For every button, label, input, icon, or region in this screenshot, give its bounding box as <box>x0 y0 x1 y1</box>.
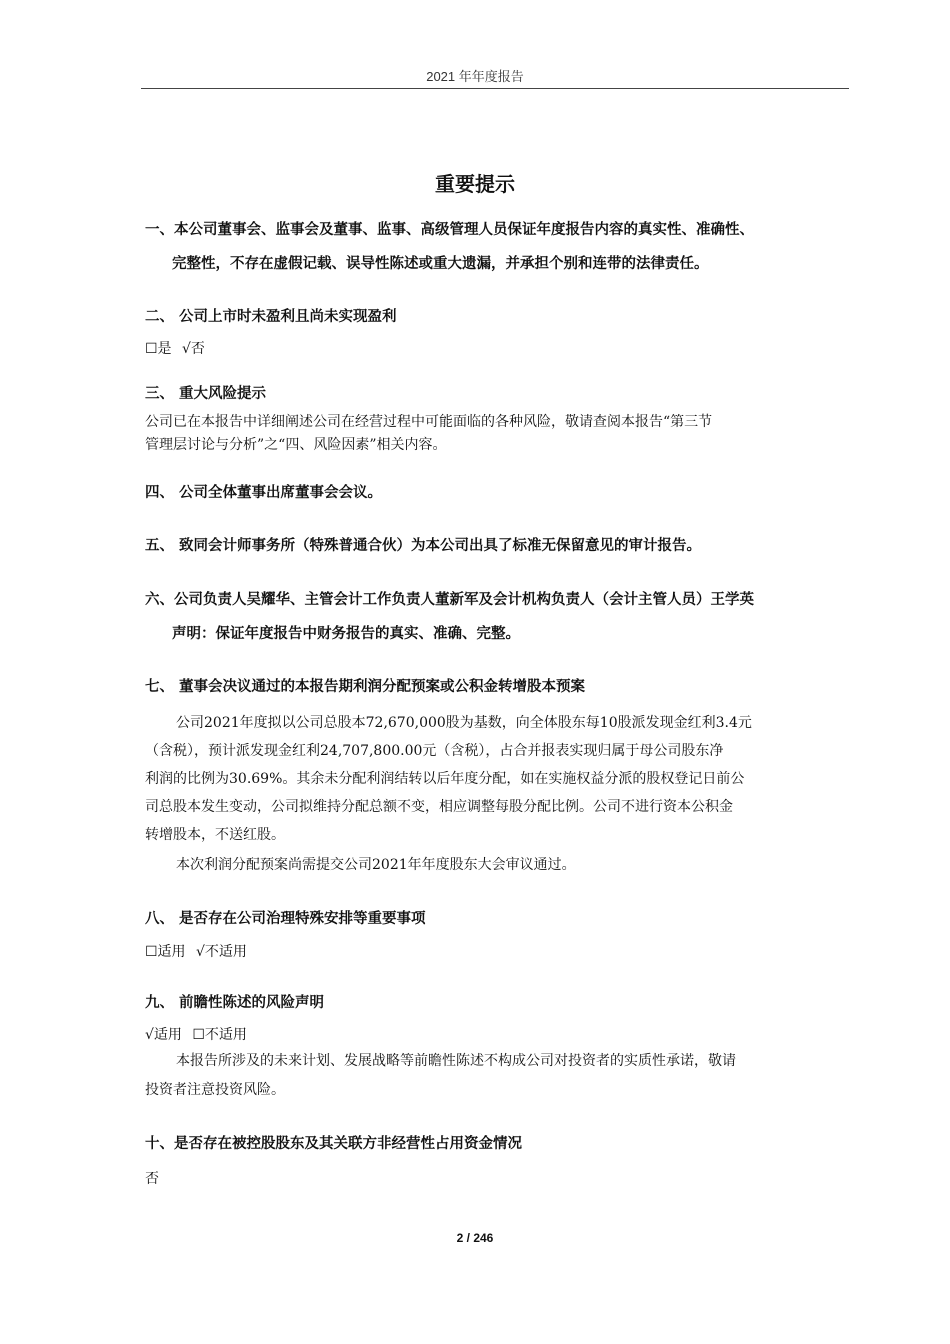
running-header: 2021 年年度报告 <box>426 69 524 84</box>
page-number: 2 / 246 <box>456 1231 494 1245</box>
option-applicable: √适用 <box>145 1027 182 1043</box>
section-4-heading: 四、 公司全体董事出席董事会会议。 <box>145 485 383 501</box>
section-7-para-line-4: 司总股本发生变动，公司拟维持分配总额不变，相应调整每股分配比例。公司不进行资本公积金 <box>145 799 733 815</box>
section-7-para-line-1: 公司2021年度拟以公司总股本72,670,000股为基数，向全体股东每10股派发现金红利3.4元 <box>176 715 752 731</box>
section-7-para-2: 本次利润分配预案尚需提交公司2021年年度股东大会审议通过。 <box>176 857 576 873</box>
page-title: 重要提示 <box>435 172 515 196</box>
section-3-line-2: 管理层讨论与分析”之“四、风险因素”相关内容。 <box>145 437 447 453</box>
section-8-options <box>145 941 253 961</box>
option-no: √否 <box>182 341 205 357</box>
section-1-line-1: 一、本公司董事会、监事会及董事、监事、高级管理人员保证年度报告内容的真实性、准确性、 <box>145 222 754 238</box>
section-8-heading: 八、 是否存在公司治理特殊安排等重要事项 <box>145 911 426 927</box>
section-6-line-2: 声明：保证年度报告中财务报告的真实、准确、完整。 <box>172 626 520 642</box>
option-not-applicable: ☐不适用 <box>192 1027 247 1043</box>
section-9-line-1: 本报告所涉及的未来计划、发展战略等前瞻性陈述不构成公司对投资者的实质性承诺，敬请 <box>176 1053 736 1069</box>
section-7-para-line-2: （含税），预计派发现金红利24,707,800.00元（含税），占合并报表实现归属于母公司股东净 <box>145 743 724 759</box>
section-9-heading: 九、 前瞻性陈述的风险声明 <box>145 995 325 1011</box>
section-9-options <box>145 1024 253 1044</box>
section-3-heading: 三、 重大风险提示 <box>145 386 267 402</box>
option-applicable: ☐适用 <box>145 944 186 960</box>
section-2-options <box>145 338 211 358</box>
section-10-answer: 否 <box>145 1171 159 1187</box>
section-7-para-line-3: 利润的比例为30.69%。其余未分配利润结转以后年度分配，如在实施权益分派的股权登记日前公 <box>145 771 745 787</box>
section-3-line-1: 公司已在本报告中详细阐述公司在经营过程中可能面临的各种风险，敬请查阅本报告“第三节 <box>145 414 713 430</box>
option-not-applicable: √不适用 <box>196 944 247 960</box>
section-7-heading: 七、 董事会决议通过的本报告期利润分配预案或公积金转增股本预案 <box>145 679 586 695</box>
section-7-para-line-5: 转增股本，不送红股。 <box>145 827 285 843</box>
header-divider <box>141 88 849 89</box>
option-yes: ☐是 <box>145 341 172 357</box>
section-1-line-2: 完整性，不存在虚假记载、误导性陈述或重大遗漏，并承担个别和连带的法律责任。 <box>172 256 709 272</box>
section-5-heading: 五、 致同会计师事务所（特殊普通合伙）为本公司出具了标准无保留意见的审计报告。 <box>145 538 702 554</box>
section-9-line-2: 投资者注意投资风险。 <box>145 1082 285 1098</box>
section-6-line-1: 六、公司负责人吴耀华、主管会计工作负责人董新军及会计机构负责人（会计主管人员）王学英 <box>145 592 754 608</box>
section-10-heading: 十、是否存在被控股股东及其关联方非经营性占用资金情况 <box>145 1136 522 1152</box>
section-2-heading: 二、 公司上市时未盈利且尚未实现盈利 <box>145 309 397 325</box>
